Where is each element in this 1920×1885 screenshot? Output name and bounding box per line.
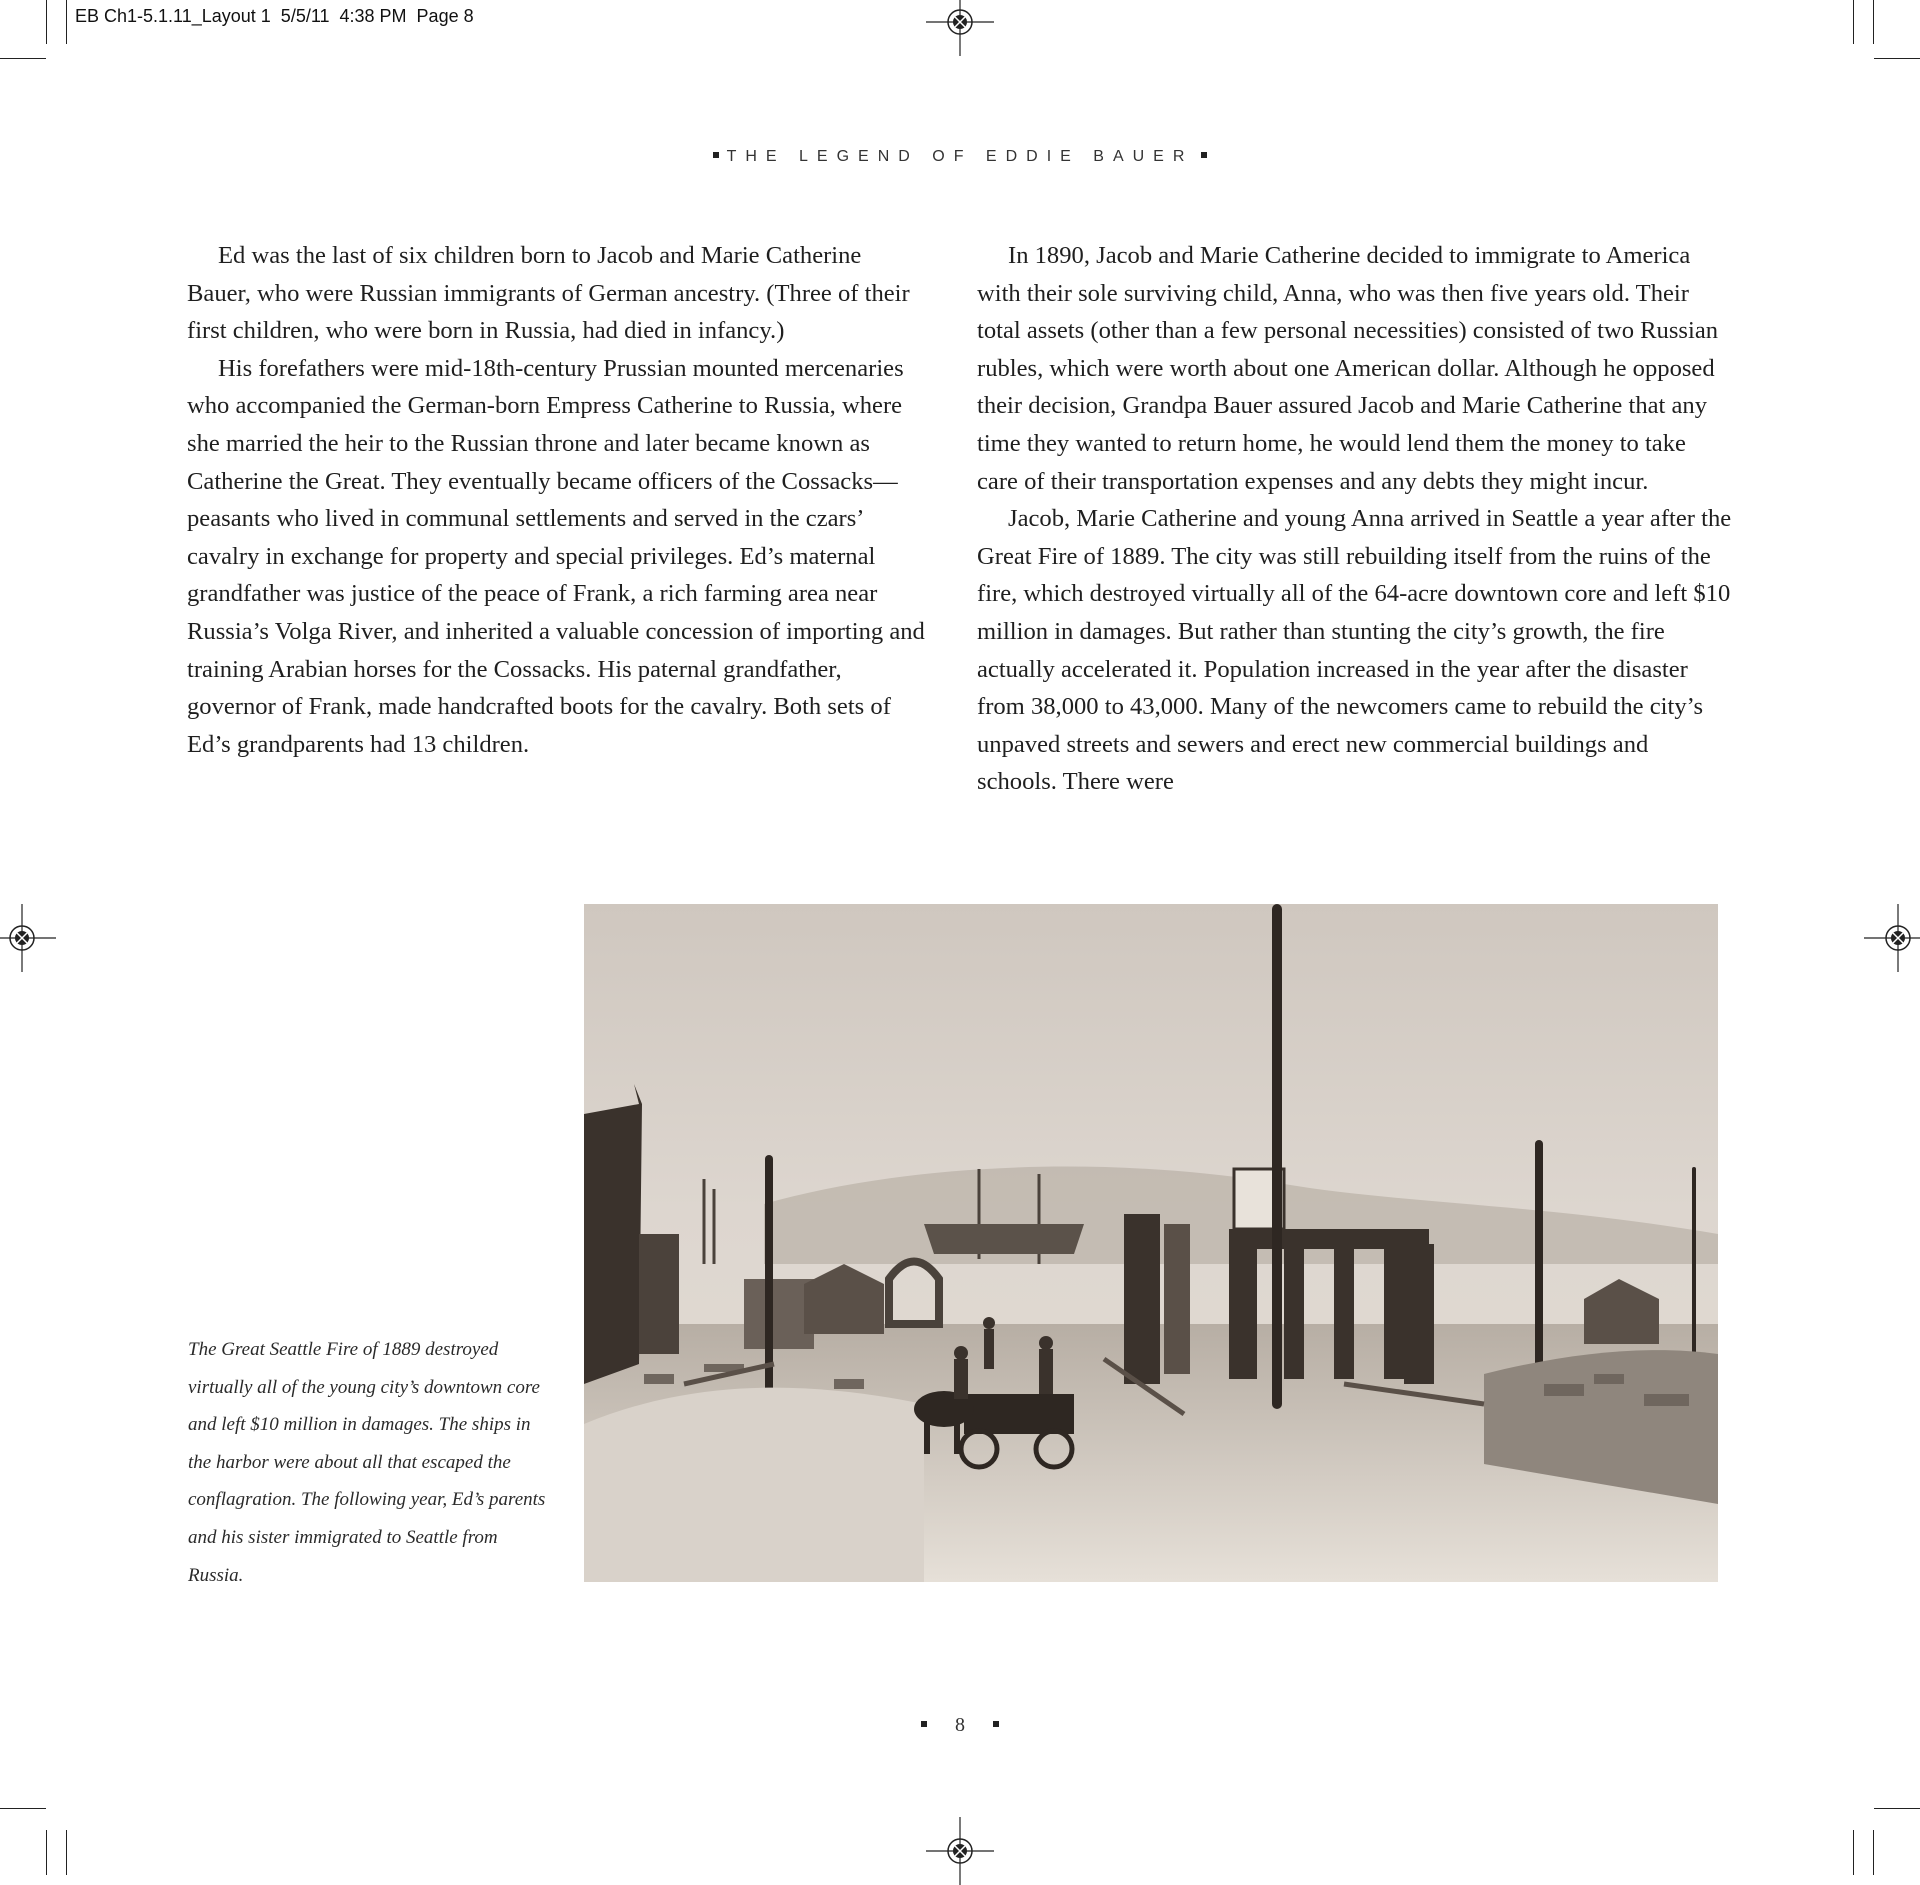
- registration-mark-left-icon: [0, 904, 56, 972]
- bullet-square-icon: [1201, 152, 1207, 158]
- page-number: 8: [955, 1714, 965, 1736]
- printer-slug: EB Ch1-5.1.11_Layout 1 5/5/11 4:38 PM Page 8: [75, 6, 474, 26]
- bullet-square-icon: [921, 1721, 927, 1727]
- bullet-square-icon: [713, 152, 719, 158]
- right-column: [977, 237, 1732, 801]
- left-column: [187, 237, 929, 763]
- paragraph: His forefathers were mid-18th-century Prussian mounted mercenaries who accompanied the German-born Empress Catherine to Russia, where she married the heir to the Russian throne and later became known as Catherine the Great. They eventually became officers of the Cossacks—peasants who lived in communal settlements and served in the czars’ cavalry in exchange for property and special privileges. Ed’s maternal grandfather was justice of the peace of Frank, a rich farming area near Russia’s Volga River, and inherited a valuable concession of importing and training Arabian horses for the Cossacks. His paternal grandfather, governor of Frank, made handcrafted boots for the cavalry. Both sets of Ed’s grandparents had 13 children.: [187, 354, 925, 758]
- paragraph: Jacob, Marie Catherine and young Anna arrived in Seattle a year after the Great Fire of 1889. The city was still rebuilding itself from the ruins of the fire, which destroyed virtually all of the 64-acre downtown core and left $10 million in damages. But rather than stunting the city’s growth, the fire actually accelerated it. Population increased in the year after the disaster from 38,000 to 43,000. Many of the newcomers came to rebuild the city’s unpaved streets and sewers and erect new commercial buildings and schools. There were: [977, 505, 1732, 796]
- running-head: [0, 148, 1920, 166]
- bullet-square-icon: [993, 1721, 999, 1727]
- photo-caption: The Great Seattle Fire of 1889 destroyed virtually all of the young city’s downtown core and left $10 million in damages. The ships in the harbor were about all that escaped the conflagration. The following year, Ed’s parents and his sister immigrated to Seattle from Russia.: [188, 1339, 546, 1586]
- registration-mark-right-icon: [1864, 904, 1920, 972]
- registration-mark-top-icon: [926, 0, 994, 56]
- folio: [0, 1714, 1920, 1737]
- running-head-title: THE LEGEND OF EDDIE BAUER: [726, 148, 1194, 165]
- paragraph: In 1890, Jacob and Marie Catherine decided to immigrate to America with their sole surviving child, Anna, who was then five years old. Their total assets (other than a few personal necessities) consisted of two Russian rubles, which were worth about one American dollar. Although he opposed their decision, Grandpa Bauer assured Jacob and Marie Catherine that any time they wanted to return home, he would lend them the money to take care of their transportation expenses and any debts they might incur.: [977, 242, 1719, 495]
- paragraph: Ed was the last of six children born to Jacob and Marie Catherine Bauer, who were Russian immigrants of German ancestry. (Three of their first children, who were born in Russia, had died in infancy.): [187, 242, 910, 345]
- seattle-fire-photo: [584, 904, 1718, 1582]
- seattle-fire-ruins-image: [584, 904, 1718, 1582]
